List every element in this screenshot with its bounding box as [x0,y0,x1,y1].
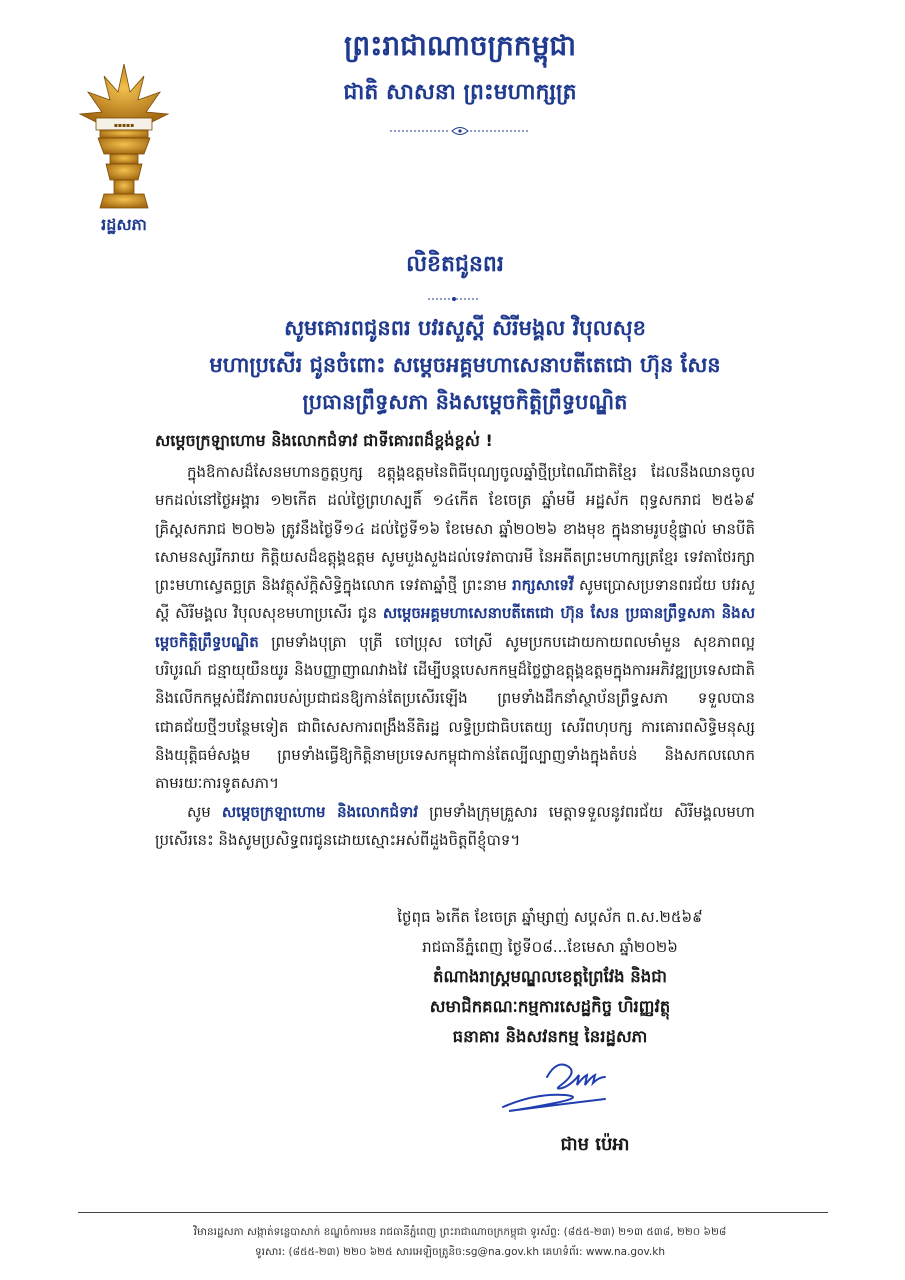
national-assembly-emblem-icon [78,62,170,212]
date-block [300,902,800,962]
signatory-title [300,962,800,1052]
signatory-title-line: សមាជិកគណៈកម្មការសេដ្ឋកិច្ច ហិរញ្ញវត្ថុ [429,997,671,1016]
footer-contact [120,1222,800,1262]
body-paragraph-1 [155,458,755,798]
signatory-title-line: ធនាគារ និងសវនកម្ម នៃរដ្ឋសភា [452,1027,648,1046]
svg-text:▪▪▪▪▪: ▪▪▪▪▪ [113,122,135,129]
body-text-run: ព្រមទាំងបុត្រា បុត្រី ចៅប្រុស ចៅស្រី សូមប្រកបដោយកាយពលមាំមួន សុខភាពល្អបរិបូរណ៍ ជន្មាយុយឺនយូរ និងបញ្ញាញាណវាងវៃ ដើម្បីបន្តបេសកកម្មដ៏ថ្លៃថ្លាឧត្តុង្គឧត្តមក្នុងការអភិវឌ្ឍប្រទេសជាតិ និងលើកកម្ពស់ជីវភាពរបស់ប្រជាជនឱ្យកាន់តែប្រសើរឡើង ព្រមទាំងដឹកនាំស្ថាប័នព្រឹទ្ធសភា ទទួលបានជោគជ័យថ្មីៗបន្ថែមទៀត ជាពិសេសការពង្រឹងនីតិរដ្ឋ លទ្ធិប្រជាធិបតេយ្យ សេរីពហុបក្ស ការគោរពសិទ្ធិមនុស្ស និងយុត្តិធម៌សង្គម ព្រមទាំងធ្វើឱ្យកិត្តិនាមប្រទេសកម្ពុជាកាន់តែល្បីល្បាញទាំងក្នុងតំបន់ និងសកលលោកតាមរយៈការទូតសភា។ [155,632,755,793]
salutation: សម្តេចក្រឡាហោម និងលោកជំទាវ ជាទីគោរពដ៏ខ្ពង់ខ្ពស់ ! [155,431,493,450]
solar-date: រាជធានីភ្នំពេញ ថ្ងៃទី០៨...ខែមេសា ឆ្នាំ២០២៦ [422,938,678,956]
body-text-run: ព្រមទាំងក្រុមគ្រួសារ មេត្តាទទួលនូវពរជ័យ សិរីមង្គលមហាប្រសើរនេះ និងសូមប្រសិទ្ធពរជូនដោយស្មោះអស់ពីដួងចិត្តពីខ្ញុំបាទ។ [155,802,755,849]
letter-type-title: លិខិតជូនពរ [406,252,504,277]
subject-line: សូមគោរពជូនពរ បវរសួស្តី សិរីមង្គល វិបុលសុខ [284,316,646,340]
small-divider-icon [428,295,480,303]
body-paragraph-2 [155,798,755,855]
footer-contact-line: ទូរសារ: (៨៥៥-២៣) ២២០ ៦២៥ សារអេឡិចត្រូនិច:sg@na.gov.kh គេហទំព័រ: www.na.gov.kh [255,1246,665,1258]
letter-body [155,458,755,854]
ornament-divider-icon [388,124,532,138]
emblem-caption: រដ្ឋសភា [101,215,147,234]
signatory-name: ជាម ប៉េអា [560,1134,630,1155]
body-bold-run: សម្តេចអគ្គមហាសេនាបតីតេជោ ហ៊ុន សែន ប្រធានព្រឹទ្ធសភា និងសម្តេចកិត្តិព្រឹទ្ធបណ្ឌិត [155,604,755,651]
subject-line: ប្រធានព្រឹទ្ធសភា និងសម្តេចកិត្តិព្រឹទ្ធបណ្ឌិត [302,390,628,414]
body-bold-run: សម្តេចក្រឡាហោម និងលោកជំទាវ [221,802,419,821]
kingdom-title: ព្រះរាជាណាចក្រកម្ពុជា [343,29,576,62]
body-text-run: សូម [187,802,211,821]
lunar-date: ថ្ងៃពុធ ៦កើត ខែចេត្រ ឆ្នាំម្សាញ់ សប្តស័ក ព.ស.២៥៦៩ [397,908,703,926]
body-bold-run: រាក្សសាទេវី [512,576,574,595]
body-text-run: សូមប្រោសប្រទានពរជ័យ បវរសួស្តី សិរីមង្គល វិបុលសុខមហាប្រសើរ ជូន [155,576,755,623]
footer-divider [78,1212,828,1213]
national-motto: ជាតិ សាសនា ព្រះមហាក្សត្រ [343,80,577,105]
handwritten-signature-icon [495,1055,655,1117]
signatory-title-line: តំណាងរាស្ត្រមណ្ឌលខេត្តព្រៃវែង និងជា [433,967,667,986]
subject-line: មហាប្រសើរ ជូនចំពោះ សម្តេចអគ្គមហាសេនាបតីតេជោ ហ៊ុន សែន [209,353,721,377]
letter-subject [120,310,810,421]
footer-address: វិមានរដ្ឋសភា សង្កាត់ទន្លេបាសាក់ ខណ្ឌចំការមន រាជធានីភ្នំពេញ ព្រះរាជាណាចក្រកម្ពុជា ទូរស័ព្ទ: (៨៥៥-២៣) ២១៣ ៥៣៨, ២២០ ៦២៨ [193,1226,727,1238]
body-text-run: ក្នុងឱកាសដ៏សែនមហានក្ខត្តឫក្ស ឧត្តុង្គឧត្តមនៃពិធីបុណ្យចូលឆ្នាំថ្មីប្រពៃណីជាតិខ្មែរ ដែលនឹងឈានចូលមកដល់នៅថ្ងៃអង្គារ ១២កើត ដល់ថ្ងៃព្រហស្បតិ៍ ១៤កើត ខែចេត្រ ឆ្នាំមមី អដ្ឋស័ក ពុទ្ធសករាជ ២៥៦៩ គ្រិស្តសករាជ ២០២៦ ត្រូវនឹងថ្ងៃទី១៤ ដល់ថ្ងៃទី១៦ ខែមេសា ឆ្នាំ២០២៦ ខាងមុខ ក្នុងនាមរូបខ្ញុំផ្ទាល់ មានបីតិសោមនស្សរីករាយ កិត្តិយសដ៏ឧត្តុង្គឧត្តម សូមបួងសួងដល់ទេវតាបារមី នៃអតីតព្រះមហាក្សត្រខ្មែរ ទេវតាថែរក្សាព្រះមហាស្វេតច្ឆត្រ និងវត្ថុស័ក្តិសិទ្ធិក្នុងលោក ទេវតាឆ្នាំថ្មី ព្រះនាម [155,463,755,595]
